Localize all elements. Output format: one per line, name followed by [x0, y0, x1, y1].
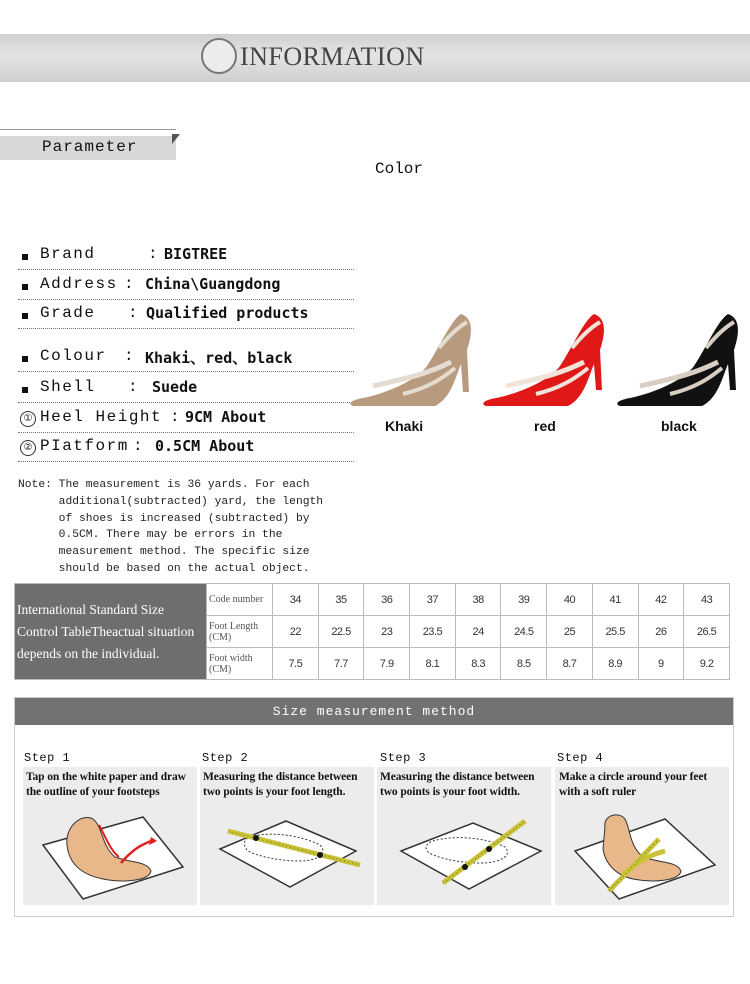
table-cell: 38 — [455, 584, 501, 616]
table-cell: 39 — [501, 584, 547, 616]
color-title: Color — [375, 160, 424, 178]
spec-separator: : — [128, 304, 140, 322]
step-1-foot-outline-illustration — [23, 805, 197, 905]
spec-row-shell — [18, 378, 354, 403]
spec-row-address — [18, 275, 354, 300]
table-cell: 7.9 — [364, 648, 410, 680]
table-cell: 42 — [638, 584, 684, 616]
row-label: Code number — [207, 584, 273, 616]
step-3-foot-width-illustration — [377, 805, 551, 905]
circled-one-icon: ① — [20, 411, 36, 427]
shoe-caption-black: black — [661, 418, 697, 434]
spec-row-platform — [18, 437, 354, 462]
spec-separator: : — [170, 408, 182, 426]
bullet-icon — [22, 254, 28, 260]
spec-value: Khaki、red、black — [145, 349, 293, 367]
shoe-caption-red: red — [534, 418, 556, 434]
table-cell: 7.5 — [273, 648, 319, 680]
shoe-red-image — [478, 310, 612, 408]
measurement-note: Note: The measurement is 36 yards. For each additional(subtracted) yard, the length of shoes is increased (subtracted) by 0.5CM. There may be errors in the measurement method. The specific size should be based on the actual object. — [18, 479, 324, 575]
spec-label: Colour — [40, 347, 107, 365]
spec-separator: : — [148, 245, 160, 263]
table-row — [15, 584, 730, 616]
spec-label: Grade — [40, 304, 96, 322]
parameter-label: Parameter — [42, 138, 138, 156]
spec-label: Address — [40, 275, 118, 293]
table-cell: 8.1 — [410, 648, 456, 680]
table-cell: 8.7 — [547, 648, 593, 680]
circled-two-icon: ② — [20, 440, 36, 456]
table-cell: 8.5 — [501, 648, 547, 680]
table-cell: 24.5 — [501, 616, 547, 648]
spec-row-colour — [18, 347, 354, 372]
table-cell: 41 — [592, 584, 638, 616]
bullet-icon — [22, 356, 28, 362]
shoe-khaki-image — [343, 308, 479, 408]
spec-separator: : — [124, 275, 136, 293]
step-3-title: Step 3 — [380, 751, 427, 765]
step-2-description: Measuring the distance between two points is your foot length. — [203, 771, 358, 798]
spec-value: Suede — [152, 378, 198, 396]
tab-fold-icon — [172, 134, 180, 144]
spec-label: Heel Height — [40, 408, 163, 426]
spec-label: PIatform — [40, 437, 129, 455]
table-cell: 9 — [638, 648, 684, 680]
table-cell: 9.2 — [684, 648, 730, 680]
spec-separator: : — [128, 378, 140, 396]
size-table-header: International Standard Size Control TableTheactual situation depends on the individual. — [15, 584, 207, 680]
step-2-title: Step 2 — [202, 751, 249, 765]
spec-value: China\Guangdong — [145, 275, 281, 293]
step-4-soft-ruler-illustration — [555, 805, 729, 905]
table-cell: 40 — [547, 584, 593, 616]
step-3-description: Measuring the distance between two points is your foot width. — [380, 771, 535, 798]
step-2-foot-length-illustration — [200, 805, 374, 905]
spec-value: 9CM About — [185, 408, 267, 426]
table-cell: 43 — [684, 584, 730, 616]
size-table — [14, 583, 730, 680]
table-cell: 37 — [410, 584, 456, 616]
spec-separator: : — [133, 437, 145, 455]
table-cell: 25.5 — [592, 616, 638, 648]
table-cell: 23.5 — [410, 616, 456, 648]
table-cell: 35 — [318, 584, 364, 616]
table-cell: 36 — [364, 584, 410, 616]
row-label: Foot Length (CM) — [207, 616, 273, 648]
spec-value: 0.5CM About — [155, 437, 255, 455]
step-1-title: Step 1 — [24, 751, 71, 765]
parameter-divider — [0, 129, 176, 130]
spec-value: Qualified products — [146, 304, 309, 322]
table-cell: 22 — [273, 616, 319, 648]
table-cell: 8.3 — [455, 648, 501, 680]
shoe-caption-khaki: Khaki — [385, 418, 424, 434]
measurement-title: Size measurement method — [15, 698, 733, 725]
spec-row-brand — [18, 245, 354, 270]
spec-value: BIGTREE — [164, 245, 228, 263]
table-cell: 34 — [273, 584, 319, 616]
table-cell: 22.5 — [318, 616, 364, 648]
banner-title: INFORMATION — [240, 42, 425, 71]
table-cell: 25 — [547, 616, 593, 648]
step-1-description: Tap on the white paper and draw the outline of your footsteps — [26, 771, 186, 798]
table-cell: 26.5 — [684, 616, 730, 648]
step-4-description: Make a circle around your feet with a soft ruler — [559, 771, 708, 798]
bullet-icon — [22, 387, 28, 393]
spec-separator: : — [124, 347, 136, 365]
table-cell: 23 — [364, 616, 410, 648]
table-cell: 8.9 — [592, 648, 638, 680]
spec-label: Shell — [40, 378, 96, 396]
row-label: Foot width (CM) — [207, 648, 273, 680]
step-4-title: Step 4 — [557, 751, 604, 765]
shoe-black-image — [612, 310, 746, 408]
table-cell: 26 — [638, 616, 684, 648]
table-cell: 7.7 — [318, 648, 364, 680]
bullet-icon — [22, 284, 28, 290]
table-cell: 24 — [455, 616, 501, 648]
bullet-icon — [22, 313, 28, 319]
spec-label: Brand — [40, 245, 96, 263]
spec-row-heel-height — [18, 408, 354, 433]
spec-row-grade — [18, 304, 354, 329]
banner-circle-icon — [201, 38, 237, 74]
